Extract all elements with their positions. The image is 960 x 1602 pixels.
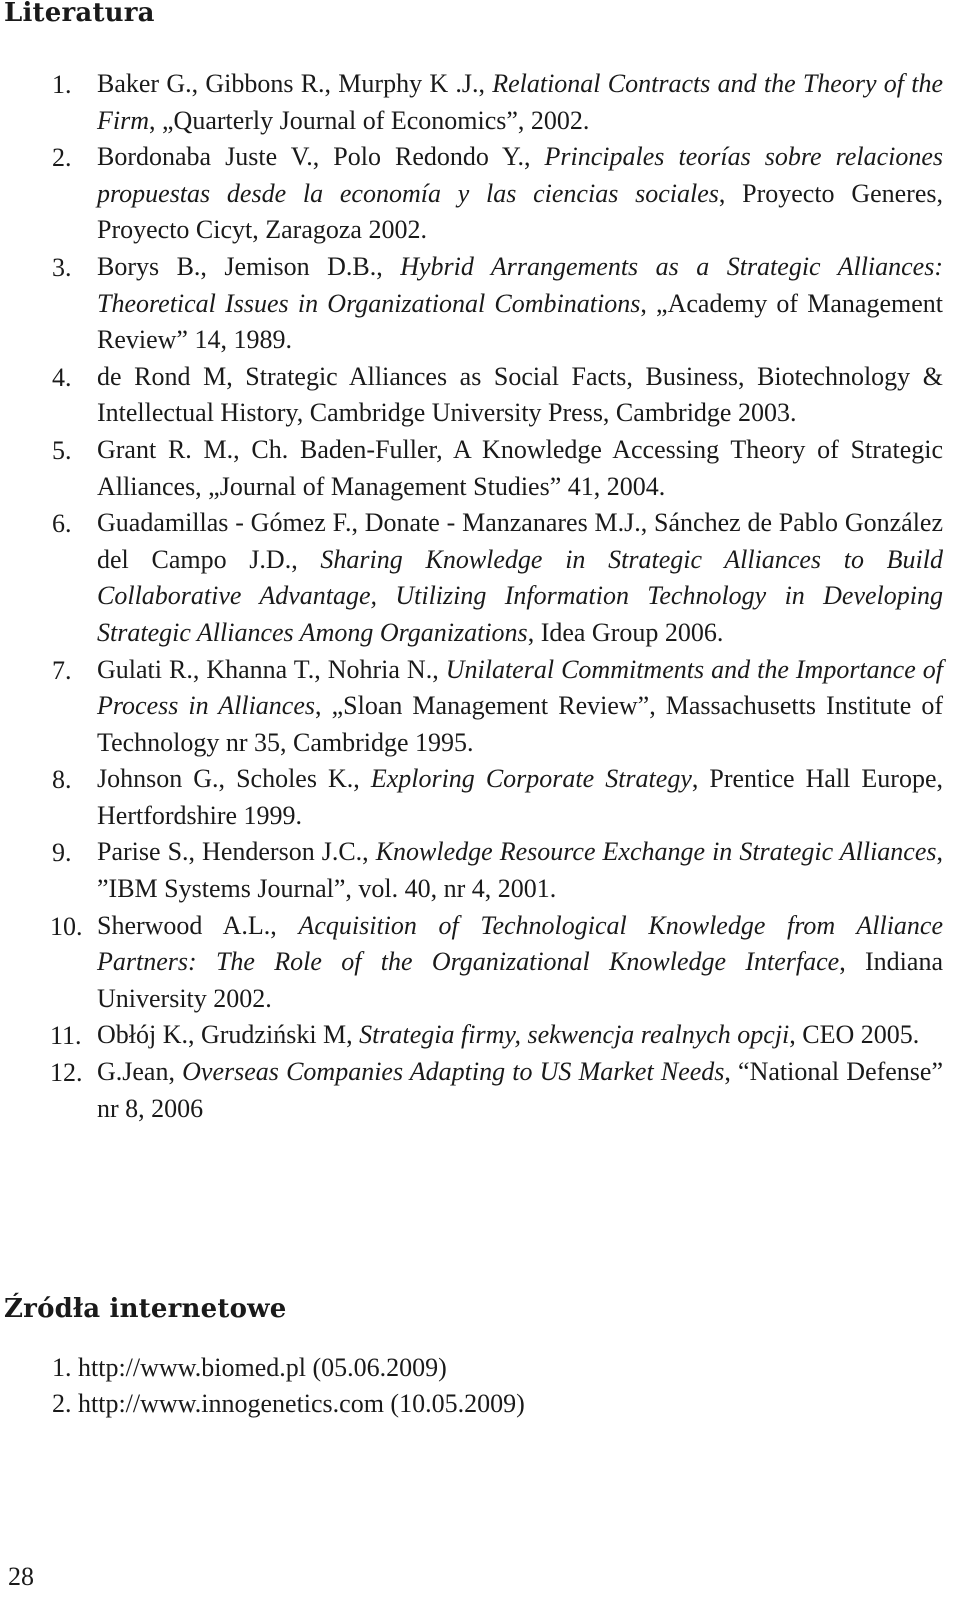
- reference-text: Borys B., Jemison D.B., Hybrid Arrangements as a Strategic Alliances: Theoretical Issues in Organizational Combinations, „Academy of Management Review” 14, 1989.: [97, 251, 943, 355]
- section-heading-literatura: Literatura: [4, 0, 155, 28]
- reference-title: Sharing Knowledge in Strategic Alliances to Build Collaborative Advantage, Utilizing Information Technology in Developing Strategic Alliances Among Organizations: [97, 544, 943, 647]
- reference-number: 12.: [50, 1058, 83, 1088]
- reference-text: Johnson G., Scholes K., Exploring Corporate Strategy, Prentice Hall Europe, Hertfordshire 1999.: [97, 764, 943, 830]
- reference-title: Overseas Companies Adapting to US Market Needs: [182, 1057, 725, 1087]
- reference-text: Obłój K., Grudziński M, Strategia firmy, sekwencja realnych opcji, CEO 2005.: [97, 1020, 920, 1050]
- reference-title: Acquisition of Technological Knowledge from Alliance Partners: The Role of the Organizational Knowledge Interface: [97, 910, 943, 977]
- reference-title: Strategia firmy, sekwencja realnych opcji: [359, 1020, 790, 1050]
- reference-number: 3.: [52, 252, 72, 282]
- page-number: 28: [8, 1562, 34, 1591]
- reference-title: Hybrid Arrangements as a Strategic Alliances: Theoretical Issues in Organizational Combinations: [97, 251, 943, 318]
- reference-number: 9.: [52, 838, 72, 868]
- reference-item: [0, 761, 960, 834]
- web-source-item: 1. http://www.biomed.pl (05.06.2009): [52, 1353, 447, 1382]
- reference-number: 1.: [52, 70, 72, 99]
- reference-text: Sherwood A.L., Acquisition of Technological Knowledge from Alliance Partners: The Role of the Organizational Knowledge Interface, Indiana University 2002.: [97, 910, 943, 1013]
- reference-number: 6.: [52, 509, 72, 539]
- reference-title: Knowledge Resource Exchange in Strategic Alliances: [375, 837, 937, 867]
- section-heading-web-sources: Źródła internetowe: [4, 1294, 287, 1324]
- reference-item: [0, 139, 960, 249]
- reference-text: Grant R. M., Ch. Baden-Fuller, A Knowledge Accessing Theory of Strategic Alliances, „Journal of Management Studies” 41, 2004.: [97, 434, 943, 501]
- reference-number: 5.: [52, 435, 72, 465]
- reference-title: Principales teorías sobre relaciones propuestas desde la economía y las ciencias sociales: [97, 142, 944, 208]
- reference-item: [0, 359, 960, 432]
- reference-item: [0, 249, 960, 359]
- reference-number: 7.: [52, 655, 72, 685]
- reference-text: Baker G., Gibbons R., Murphy K .J., Relational Contracts and the Theory of the Firm, „Quarterly Journal of Economics”, 2002.: [97, 69, 943, 135]
- reference-item: [0, 834, 960, 907]
- reference-text: Bordonaba Juste V., Polo Redondo Y., Principales teorías sobre relaciones propuestas desde la economía y las ciencias sociales, Proyecto Generes, Proyecto Cicyt, Zaragoza 2002.: [97, 142, 944, 245]
- reference-title: Relational Contracts and the Theory of the Firm: [97, 69, 943, 135]
- reference-number: 11.: [50, 1021, 82, 1051]
- reference-title: Exploring Corporate Strategy: [370, 764, 692, 794]
- reference-text: G.Jean, Overseas Companies Adapting to US Market Needs, “National Defense” nr 8, 2006: [97, 1057, 944, 1123]
- reference-number: 2.: [52, 143, 72, 173]
- reference-list: [0, 66, 960, 1127]
- reference-item: [0, 1054, 960, 1127]
- reference-text: Parise S., Henderson J.C., Knowledge Resource Exchange in Strategic Alliances, ”IBM Systems Journal”, vol. 40, nr 4, 2001.: [97, 837, 944, 904]
- reference-number: 8.: [52, 765, 72, 795]
- reference-item: [0, 66, 960, 139]
- reference-item: [0, 908, 960, 1018]
- reference-item: [0, 652, 960, 762]
- web-source-item: 2. http://www.innogenetics.com (10.05.2009): [52, 1389, 525, 1418]
- reference-text: de Rond M, Strategic Alliances as Social Facts, Business, Biotechnology & Intellectual History, Cambridge University Press, Cambridge 2003.: [97, 361, 943, 428]
- reference-title: Unilateral Commitments and the Importance of Process in Alliances: [97, 654, 943, 721]
- reference-item: [0, 432, 960, 505]
- reference-number: 10.: [50, 911, 83, 941]
- reference-item: [0, 505, 960, 651]
- reference-text: Gulati R., Khanna T., Nohria N., Unilateral Commitments and the Importance of Process in Alliances, „Sloan Management Review”, Massachusetts Institute of Technology nr 35, Cambridge 1995.: [97, 654, 943, 757]
- reference-number: 4.: [52, 362, 72, 392]
- reference-item: [0, 1017, 960, 1054]
- reference-text: Guadamillas - Gómez F., Donate - Manzanares M.J., Sánchez de Pablo González del Campo J.D., Sharing Knowledge in Strategic Alliances to Build Collaborative Advantage, Utilizing Information Technology in Developing Strategic Alliances Among Organizations, Idea Group 2006.: [97, 508, 943, 647]
